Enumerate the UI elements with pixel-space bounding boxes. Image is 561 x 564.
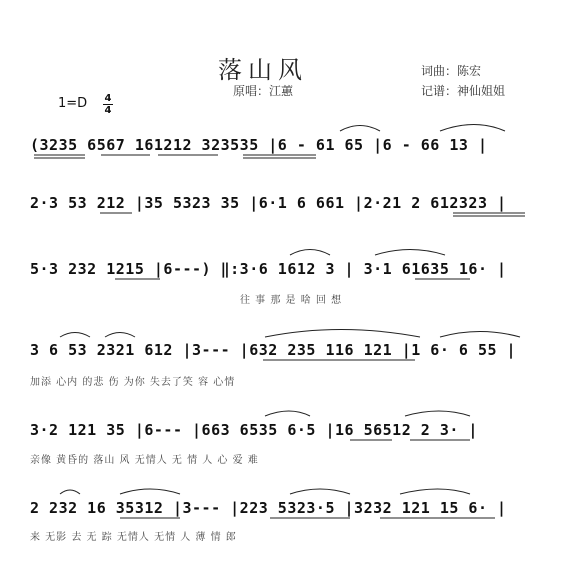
slur: [375, 250, 445, 256]
slur: [405, 411, 470, 416]
slur: [120, 489, 180, 494]
transcriber-credit: 记谱：神仙姐姐: [421, 84, 506, 98]
slur: [60, 333, 90, 338]
slur: [440, 125, 505, 132]
time-signature-bottom: 4: [104, 105, 112, 116]
lyric-line-5: 亲像 黄昏的 落山 风 无情人 无 情 人 心 爱 难: [30, 455, 259, 466]
notation-line-6: 2 232 16 35312 |3--- |223 5323·5 |3232 121 15 6· |: [30, 499, 507, 517]
notation-line-3: 5·3 232 1215 |6---) ‖:3·6 1612 3 | 3·1 61635 16· |: [30, 260, 507, 278]
slur: [400, 489, 470, 494]
notation-line-4: 3 6 53 2321 612 |3--- |632 235 116 121 |1 6· 6 55 |: [30, 341, 517, 359]
lyric-line-6: 来 无影 去 无 踪 无情人 无情 人 薄 情 郎: [30, 532, 237, 543]
slur: [340, 126, 380, 132]
slur: [440, 332, 520, 338]
slur: [265, 411, 310, 416]
notation-line-2: 2·3 53 212 |35 5323 35 |6·1 6 661 |2·21 2 612323 |: [30, 194, 507, 212]
slur: [265, 330, 420, 338]
slur: [105, 333, 135, 338]
key-signature: 1=D: [58, 96, 88, 111]
composer-credit: 词曲：陈宏: [421, 64, 482, 78]
notation-line-1: (3235 6567 161212 323535 |6 - 61 65 |6 - 66 13 |: [30, 136, 488, 154]
notation-line-5: 3·2 121 35 |6--- |663 6535 6·5 |16 56512 2 3· |: [30, 421, 478, 439]
song-title: 落山风: [218, 56, 308, 84]
slur: [60, 490, 80, 494]
slur: [290, 489, 350, 494]
lyric-line-4: 加添 心内 的悲 伤 为你 失去了笑 容 心情: [30, 377, 236, 388]
time-signature-top: 4: [104, 93, 112, 104]
lyric-line-3: 往 事 那 是 啥 回 想: [240, 295, 343, 306]
slur: [290, 250, 330, 256]
singer-credit: 原唱：江蕙: [233, 84, 294, 98]
